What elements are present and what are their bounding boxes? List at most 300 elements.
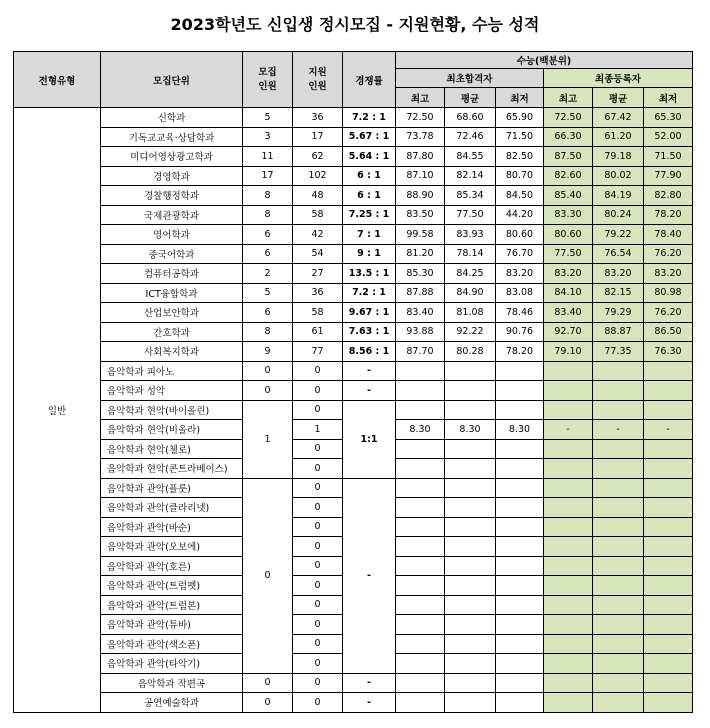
ratio-cell: 5.64 : 1 xyxy=(343,147,396,167)
first-score-cell xyxy=(396,459,445,479)
final-score-cell: 77.35 xyxy=(593,342,644,362)
applicants-cell: 0 xyxy=(293,556,343,576)
final-score-cell xyxy=(544,459,593,479)
applicants-cell: 58 xyxy=(293,205,343,225)
unit-cell: 국제관광학과 xyxy=(101,205,243,225)
first-score-cell xyxy=(496,381,544,401)
first-score-cell: 80.70 xyxy=(496,166,544,186)
ratio-cell: 9 : 1 xyxy=(343,244,396,264)
final-score-cell: - xyxy=(544,420,593,440)
final-score-cell: 79.10 xyxy=(544,342,593,362)
first-score-cell xyxy=(445,381,496,401)
first-score-cell xyxy=(445,537,496,557)
first-score-cell: 72.46 xyxy=(445,127,496,147)
applicants-cell: 0 xyxy=(293,517,343,537)
final-score-cell xyxy=(544,673,593,693)
first-score-cell xyxy=(496,634,544,654)
table-row xyxy=(14,108,693,128)
final-score-cell xyxy=(544,556,593,576)
admission-results-table xyxy=(13,51,693,713)
table-row xyxy=(14,127,693,147)
final-score-cell: 80.24 xyxy=(593,205,644,225)
final-score-cell xyxy=(593,478,644,498)
table-row xyxy=(14,283,693,303)
unit-cell: ICT융합학과 xyxy=(101,283,243,303)
first-score-cell: 8.30 xyxy=(496,420,544,440)
header-suneung: 수능(백분위) xyxy=(396,52,693,69)
first-score-cell: 76.70 xyxy=(496,244,544,264)
final-score-cell xyxy=(544,576,593,596)
final-score-cell: 78.20 xyxy=(644,205,693,225)
first-score-cell xyxy=(496,498,544,518)
table-row xyxy=(14,205,693,225)
ratio-cell: 7.63 : 1 xyxy=(343,322,396,342)
unit-cell: 음악학과 관악(호른) xyxy=(101,556,243,576)
first-score-cell: 84.50 xyxy=(496,186,544,206)
header-final-min: 최저 xyxy=(644,88,693,108)
first-score-cell: 83.93 xyxy=(445,225,496,245)
quota-cell: 0 xyxy=(243,478,293,673)
final-score-cell xyxy=(544,361,593,381)
table-row xyxy=(14,322,693,342)
first-score-cell xyxy=(496,576,544,596)
quota-cell: 0 xyxy=(243,673,293,693)
first-score-cell: 68.60 xyxy=(445,108,496,128)
unit-cell: 신학과 xyxy=(101,108,243,128)
final-score-cell: 82.15 xyxy=(593,283,644,303)
applicants-cell: 0 xyxy=(293,439,343,459)
final-score-cell: 67.42 xyxy=(593,108,644,128)
final-score-cell xyxy=(593,537,644,557)
final-score-cell: 79.22 xyxy=(593,225,644,245)
final-score-cell xyxy=(544,498,593,518)
first-score-cell xyxy=(445,595,496,615)
table-header xyxy=(14,52,693,108)
first-score-cell: 65.90 xyxy=(496,108,544,128)
quota-cell: 6 xyxy=(243,244,293,264)
applicants-cell: 27 xyxy=(293,264,343,284)
final-score-cell: 52.00 xyxy=(644,127,693,147)
ratio-cell: 6 : 1 xyxy=(343,166,396,186)
unit-cell: 음악학과 관악(플룻) xyxy=(101,478,243,498)
first-score-cell xyxy=(396,673,445,693)
applicants-cell: 62 xyxy=(293,147,343,167)
first-score-cell: 83.20 xyxy=(496,264,544,284)
unit-cell: 중국어학과 xyxy=(101,244,243,264)
applicants-cell: 0 xyxy=(293,537,343,557)
ratio-cell: - xyxy=(343,693,396,713)
final-score-cell: 92.70 xyxy=(544,322,593,342)
first-score-cell: 78.20 xyxy=(496,342,544,362)
final-score-cell: 86.50 xyxy=(644,322,693,342)
unit-cell: 경찰행정학과 xyxy=(101,186,243,206)
ratio-cell: 1:1 xyxy=(343,400,396,478)
first-score-cell: 88.90 xyxy=(396,186,445,206)
unit-cell: 음악학과 현악(콘트라베이스) xyxy=(101,459,243,479)
final-score-cell: 77.50 xyxy=(544,244,593,264)
final-score-cell: 77.90 xyxy=(644,166,693,186)
header-first-admitted: 최초합격자 xyxy=(396,69,544,88)
final-score-cell xyxy=(593,439,644,459)
ratio-cell: 5.67 : 1 xyxy=(343,127,396,147)
ratio-cell: 8.56 : 1 xyxy=(343,342,396,362)
first-score-cell: 83.50 xyxy=(396,205,445,225)
final-score-cell xyxy=(544,381,593,401)
header-final-max: 최고 xyxy=(544,88,593,108)
first-score-cell xyxy=(496,459,544,479)
final-score-cell: 71.50 xyxy=(644,147,693,167)
first-score-cell xyxy=(396,693,445,713)
first-score-cell: 85.30 xyxy=(396,264,445,284)
final-score-cell xyxy=(644,595,693,615)
first-score-cell xyxy=(445,517,496,537)
final-score-cell xyxy=(644,459,693,479)
final-score-cell xyxy=(593,517,644,537)
final-score-cell xyxy=(544,400,593,420)
first-score-cell: 80.28 xyxy=(445,342,496,362)
final-score-cell: 76.54 xyxy=(593,244,644,264)
final-score-cell xyxy=(644,576,693,596)
applicants-cell: 0 xyxy=(293,673,343,693)
first-score-cell xyxy=(396,595,445,615)
final-score-cell: 83.20 xyxy=(593,264,644,284)
unit-cell: 경영학과 xyxy=(101,166,243,186)
unit-cell: 영어학과 xyxy=(101,225,243,245)
final-score-cell xyxy=(544,439,593,459)
first-score-cell xyxy=(496,673,544,693)
table-body xyxy=(14,108,693,713)
quota-cell: 0 xyxy=(243,693,293,713)
applicants-cell: 0 xyxy=(293,498,343,518)
ratio-cell: - xyxy=(343,478,396,673)
final-score-cell xyxy=(593,381,644,401)
first-score-cell xyxy=(496,654,544,674)
first-score-cell: 81.08 xyxy=(445,303,496,323)
final-score-cell xyxy=(593,556,644,576)
final-score-cell: 65.30 xyxy=(644,108,693,128)
table-row xyxy=(14,478,693,498)
applicants-cell: 0 xyxy=(293,478,343,498)
first-score-cell: 71.50 xyxy=(496,127,544,147)
quota-cell: 8 xyxy=(243,205,293,225)
table-row xyxy=(14,244,693,264)
table-row xyxy=(14,147,693,167)
first-score-cell: 82.50 xyxy=(496,147,544,167)
first-score-cell: 73.78 xyxy=(396,127,445,147)
unit-cell: 음악학과 피아노 xyxy=(101,361,243,381)
final-score-cell xyxy=(644,478,693,498)
first-score-cell: 84.90 xyxy=(445,283,496,303)
first-score-cell xyxy=(445,400,496,420)
first-score-cell: 87.10 xyxy=(396,166,445,186)
first-score-cell: 82.14 xyxy=(445,166,496,186)
unit-cell: 사회복지학과 xyxy=(101,342,243,362)
ratio-cell: 6 : 1 xyxy=(343,186,396,206)
applicants-cell: 0 xyxy=(293,654,343,674)
final-score-cell: 79.18 xyxy=(593,147,644,167)
first-score-cell: 78.14 xyxy=(445,244,496,264)
final-score-cell xyxy=(644,615,693,635)
ratio-cell: 7 : 1 xyxy=(343,225,396,245)
header-admission-type: 전형유형 xyxy=(14,52,101,108)
final-score-cell xyxy=(544,478,593,498)
first-score-cell: 78.46 xyxy=(496,303,544,323)
final-score-cell xyxy=(593,615,644,635)
first-score-cell xyxy=(445,498,496,518)
applicants-cell: 58 xyxy=(293,303,343,323)
final-score-cell: 66.30 xyxy=(544,127,593,147)
first-score-cell: 87.70 xyxy=(396,342,445,362)
final-score-cell xyxy=(593,595,644,615)
quota-cell: 17 xyxy=(243,166,293,186)
ratio-cell: - xyxy=(343,381,396,401)
table-row xyxy=(14,225,693,245)
first-score-cell: 93.88 xyxy=(396,322,445,342)
final-score-cell xyxy=(593,634,644,654)
first-score-cell xyxy=(396,537,445,557)
final-score-cell xyxy=(644,400,693,420)
header-first-max: 최고 xyxy=(396,88,445,108)
first-score-cell xyxy=(496,556,544,576)
ratio-cell: 7.2 : 1 xyxy=(343,283,396,303)
ratio-cell: - xyxy=(343,361,396,381)
final-score-cell: 76.20 xyxy=(644,303,693,323)
applicants-cell: 0 xyxy=(293,615,343,635)
applicants-cell: 0 xyxy=(293,400,343,420)
ratio-cell: 13.5 : 1 xyxy=(343,264,396,284)
unit-cell: 음악학과 작편곡 xyxy=(101,673,243,693)
quota-cell: 5 xyxy=(243,108,293,128)
first-score-cell: 99.58 xyxy=(396,225,445,245)
final-score-cell: 87.50 xyxy=(544,147,593,167)
first-score-cell xyxy=(396,576,445,596)
first-score-cell xyxy=(496,693,544,713)
applicants-cell: 54 xyxy=(293,244,343,264)
final-score-cell: 79.29 xyxy=(593,303,644,323)
first-score-cell: 8.30 xyxy=(445,420,496,440)
final-score-cell xyxy=(593,361,644,381)
first-score-cell xyxy=(445,556,496,576)
unit-cell: 산업보안학과 xyxy=(101,303,243,323)
final-score-cell xyxy=(544,634,593,654)
header-ratio: 경쟁률 xyxy=(343,52,396,108)
applicants-cell: 42 xyxy=(293,225,343,245)
final-score-cell xyxy=(544,517,593,537)
final-score-cell: 76.20 xyxy=(644,244,693,264)
final-score-cell: 83.30 xyxy=(544,205,593,225)
final-score-cell xyxy=(644,634,693,654)
first-score-cell xyxy=(445,439,496,459)
ratio-cell: 9.67 : 1 xyxy=(343,303,396,323)
page-title: 2023학년도 신입생 정시모집 - 지원현황, 수능 성적 xyxy=(170,15,540,34)
final-score-cell: 85.40 xyxy=(544,186,593,206)
table-row xyxy=(14,673,693,693)
final-score-cell xyxy=(544,693,593,713)
quota-cell: 1 xyxy=(243,400,293,478)
unit-cell: 컴퓨터공학과 xyxy=(101,264,243,284)
final-score-cell: 82.60 xyxy=(544,166,593,186)
unit-cell: 간호학과 xyxy=(101,322,243,342)
applicants-cell: 36 xyxy=(293,283,343,303)
final-score-cell: 84.19 xyxy=(593,186,644,206)
header-first-avg: 평균 xyxy=(445,88,496,108)
table-row xyxy=(14,400,693,420)
final-score-cell xyxy=(644,361,693,381)
ratio-cell: 7.25 : 1 xyxy=(343,205,396,225)
applicants-cell: 0 xyxy=(293,576,343,596)
header-final-avg: 평균 xyxy=(593,88,644,108)
quota-cell: 5 xyxy=(243,283,293,303)
table-row xyxy=(14,186,693,206)
first-score-cell: 84.25 xyxy=(445,264,496,284)
first-score-cell xyxy=(445,693,496,713)
first-score-cell xyxy=(445,361,496,381)
final-score-cell xyxy=(544,654,593,674)
first-score-cell: 83.08 xyxy=(496,283,544,303)
final-score-cell xyxy=(644,517,693,537)
applicants-cell: 0 xyxy=(293,459,343,479)
quota-cell: 0 xyxy=(243,361,293,381)
first-score-cell xyxy=(496,517,544,537)
applicants-cell: 0 xyxy=(293,693,343,713)
header-unit: 모집단위 xyxy=(101,52,243,108)
final-score-cell: 83.20 xyxy=(644,264,693,284)
first-score-cell xyxy=(496,400,544,420)
first-score-cell: 44.20 xyxy=(496,205,544,225)
first-score-cell xyxy=(496,615,544,635)
first-score-cell: 72.50 xyxy=(396,108,445,128)
applicants-cell: 0 xyxy=(293,595,343,615)
unit-cell: 음악학과 관악(색소폰) xyxy=(101,634,243,654)
unit-cell: 음악학과 관악(타악기) xyxy=(101,654,243,674)
applicants-cell: 17 xyxy=(293,127,343,147)
final-score-cell: 80.98 xyxy=(644,283,693,303)
table-row xyxy=(14,693,693,713)
unit-cell: 음악학과 현악(비올라) xyxy=(101,420,243,440)
quota-cell: 2 xyxy=(243,264,293,284)
table-row xyxy=(14,381,693,401)
final-score-cell: 78.40 xyxy=(644,225,693,245)
applicants-cell: 48 xyxy=(293,186,343,206)
final-score-cell xyxy=(544,615,593,635)
first-score-cell: 77.50 xyxy=(445,205,496,225)
first-score-cell xyxy=(396,517,445,537)
quota-cell: 11 xyxy=(243,147,293,167)
first-score-cell xyxy=(396,498,445,518)
first-score-cell xyxy=(496,537,544,557)
final-score-cell xyxy=(544,595,593,615)
unit-cell: 음악학과 관악(오보에) xyxy=(101,537,243,557)
final-score-cell xyxy=(593,673,644,693)
first-score-cell xyxy=(445,576,496,596)
first-score-cell xyxy=(496,595,544,615)
final-score-cell: 80.60 xyxy=(544,225,593,245)
first-score-cell xyxy=(396,556,445,576)
final-score-cell xyxy=(644,439,693,459)
first-score-cell: 83.40 xyxy=(396,303,445,323)
header-final-registered: 최종등록자 xyxy=(544,69,693,88)
first-score-cell xyxy=(445,673,496,693)
unit-cell: 공연예술학과 xyxy=(101,693,243,713)
admission-type-cell: 일반 xyxy=(14,108,101,713)
first-score-cell xyxy=(445,654,496,674)
unit-cell: 음악학과 관악(튜바) xyxy=(101,615,243,635)
final-score-cell: - xyxy=(593,420,644,440)
first-score-cell: 90.76 xyxy=(496,322,544,342)
first-score-cell xyxy=(396,478,445,498)
final-score-cell xyxy=(593,400,644,420)
final-score-cell xyxy=(644,556,693,576)
final-score-cell xyxy=(644,537,693,557)
final-score-cell: 80.02 xyxy=(593,166,644,186)
ratio-cell: 7.2 : 1 xyxy=(343,108,396,128)
applicants-cell: 36 xyxy=(293,108,343,128)
unit-cell: 음악학과 현악(바이올린) xyxy=(101,400,243,420)
applicants-cell: 0 xyxy=(293,381,343,401)
quota-cell: 6 xyxy=(243,225,293,245)
final-score-cell xyxy=(644,498,693,518)
first-score-cell: 92.22 xyxy=(445,322,496,342)
final-score-cell: 61.20 xyxy=(593,127,644,147)
unit-cell: 기독교교육·상담학과 xyxy=(101,127,243,147)
unit-cell: 음악학과 현악(첼로) xyxy=(101,439,243,459)
quota-cell: 3 xyxy=(243,127,293,147)
table-row xyxy=(14,342,693,362)
quota-cell: 6 xyxy=(243,303,293,323)
first-score-cell: 81.20 xyxy=(396,244,445,264)
final-score-cell: 83.20 xyxy=(544,264,593,284)
final-score-cell xyxy=(593,693,644,713)
final-score-cell: 82.80 xyxy=(644,186,693,206)
applicants-cell: 0 xyxy=(293,634,343,654)
unit-cell: 음악학과 관악(트럼본) xyxy=(101,595,243,615)
final-score-cell xyxy=(593,576,644,596)
final-score-cell xyxy=(644,693,693,713)
unit-cell: 음악학과 관악(바순) xyxy=(101,517,243,537)
first-score-cell: 80.60 xyxy=(496,225,544,245)
first-score-cell xyxy=(396,634,445,654)
first-score-cell: 85.34 xyxy=(445,186,496,206)
first-score-cell: 84.55 xyxy=(445,147,496,167)
header-applicants: 지원 인원 xyxy=(293,52,343,108)
quota-cell: 0 xyxy=(243,381,293,401)
unit-cell: 음악학과 성악 xyxy=(101,381,243,401)
final-score-cell: 84.10 xyxy=(544,283,593,303)
first-score-cell xyxy=(445,459,496,479)
first-score-cell xyxy=(396,654,445,674)
final-score-cell: 83.40 xyxy=(544,303,593,323)
ratio-cell: - xyxy=(343,673,396,693)
quota-cell: 9 xyxy=(243,342,293,362)
unit-cell: 음악학과 관악(클라리넷) xyxy=(101,498,243,518)
first-score-cell xyxy=(445,478,496,498)
header-quota: 모집 인원 xyxy=(243,52,293,108)
quota-cell: 8 xyxy=(243,322,293,342)
final-score-cell xyxy=(593,459,644,479)
final-score-cell: 88.87 xyxy=(593,322,644,342)
table-row xyxy=(14,303,693,323)
first-score-cell xyxy=(496,439,544,459)
table-row xyxy=(14,264,693,284)
quota-cell: 8 xyxy=(243,186,293,206)
applicants-cell: 102 xyxy=(293,166,343,186)
first-score-cell: 8.30 xyxy=(396,420,445,440)
first-score-cell xyxy=(445,615,496,635)
first-score-cell: 87.80 xyxy=(396,147,445,167)
first-score-cell xyxy=(396,400,445,420)
final-score-cell xyxy=(593,498,644,518)
first-score-cell xyxy=(396,361,445,381)
